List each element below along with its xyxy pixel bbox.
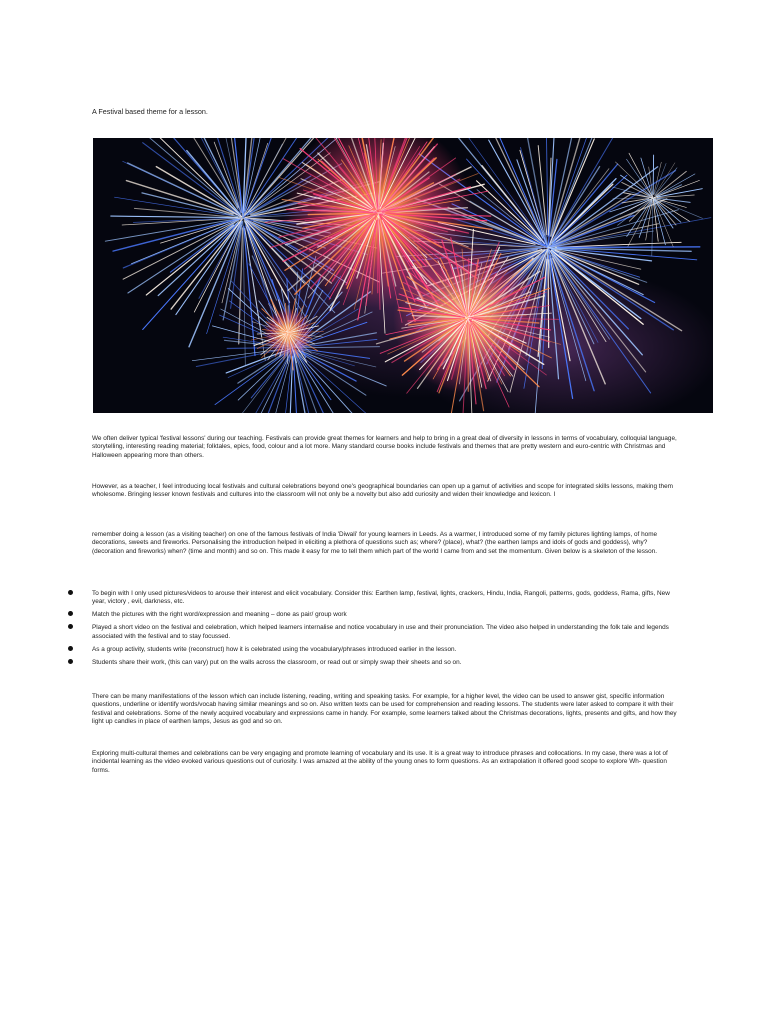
paragraph-manifestations: There can be many manifestations of the lesson which can include listening, reading, writing and speaking tasks. For example, for a higher level, the video can be used to answer gist, specific information questions, underline or identify words/vocab having similar meanings and so on. Also written texts can be used for comprehension and reading lessons. The students were later asked to compare it with their festival and celebrations. Some of the newly acquired vocabulary and expressions came in handy. For example, some learners talked about the Christmas decorations, lights, presents and gifts, and how they light up candles in place of earthen lamps, Jesus as god and so on. <box>92 693 677 726</box>
list-item <box>0 590 682 607</box>
list-item <box>0 611 682 619</box>
list-item-text: To begin with I only used pictures/videos to arouse their interest and elicit vocabulary. Consider this: Earthen lamp, festival, lights, crackers, Hindu, India, Rangoli, patterns, gods, goddess, Rama, gifts, New year, victory , evil, darkness, etc. <box>92 590 670 606</box>
bullet-icon <box>68 611 73 616</box>
bullet-icon <box>68 659 73 664</box>
paragraph-local-festivals: However, as a teacher, I feel introducing local festivals and cultural celebrations beyond one's geographical boundaries can open up a gamut of activities and scope for integrated skills lessons, making them wholesome. Bringing lesser known festivals and cultures into the classroom will not only be a novelty but also add curiosity and widen their knowledge and lexicon. I <box>92 483 673 499</box>
list-item <box>0 624 682 641</box>
list-item <box>0 646 682 654</box>
list-item-text: Match the pictures with the right word/expression and meaning – done as pair/ group work <box>92 611 347 619</box>
document-title: A Festival based theme for a lesson. <box>92 107 208 116</box>
list-item-text: Students share their work, (this can vary) put on the walls across the classroom, or read out or simply swap their sheets and so on. <box>92 658 462 666</box>
list-item-text: Played a short video on the festival and celebration, which helped learners internalise and notice vocabulary in use and their pronunciation. The video also helped in understanding the folk tale and legends associated with the festival and to stay focussed. <box>92 624 669 640</box>
lesson-skeleton-list <box>0 590 768 667</box>
paragraph-diwali-lesson: remember doing a lesson (as a visiting teacher) on one of the famous festivals of India 'Diwali' for young learners in Leeds. As a warmer, I introduced some of my family pictures lighting lamps, of home decorations, sweets and fireworks. Personalising the introduction helped in eliciting a plethora of questions such as; where? (place), what? (the earthen lamps and idols of gods and goddess), why? (decoration and fireworks) when? (time and month) and so on. This made it easy for me to tell them which part of the world I came from and set the momentum. Given below is a skeleton of the lesson. <box>92 531 658 555</box>
fireworks-image <box>93 138 713 413</box>
bullet-icon <box>68 590 73 595</box>
paragraph-conclusion: Exploring multi-cultural themes and celebrations can be very engaging and promote learning of vocabulary and its use. It is a great way to introduce phrases and collocations. In my case, there was a lot of incidental learning as the video evoked various questions out of curiosity. I was amazed at the ability of the young ones to form questions. As an extrapolation it offered good scope to explore Wh- question forms. <box>92 750 668 774</box>
bullet-icon <box>68 624 73 629</box>
bullet-icon <box>68 646 73 651</box>
list-item <box>0 659 682 667</box>
paragraph-intro: We often deliver typical 'festival lessons' during our teaching. Festivals can provide great themes for learners and help to bring in a great deal of diversity in lessons in terms of vocabulary, colloquial language, storytelling, interesting reading material; folktales, epics, food, colour and a lot more. Many standard course books include festivals and themes that are pretty western and euro-centric with Christmas and Halloween appearing more than others. <box>92 435 677 459</box>
list-item-text: As a group activity, students write (reconstruct) how it is celebrated using the vocabulary/phrases introduced earlier in the lesson. <box>92 645 457 653</box>
